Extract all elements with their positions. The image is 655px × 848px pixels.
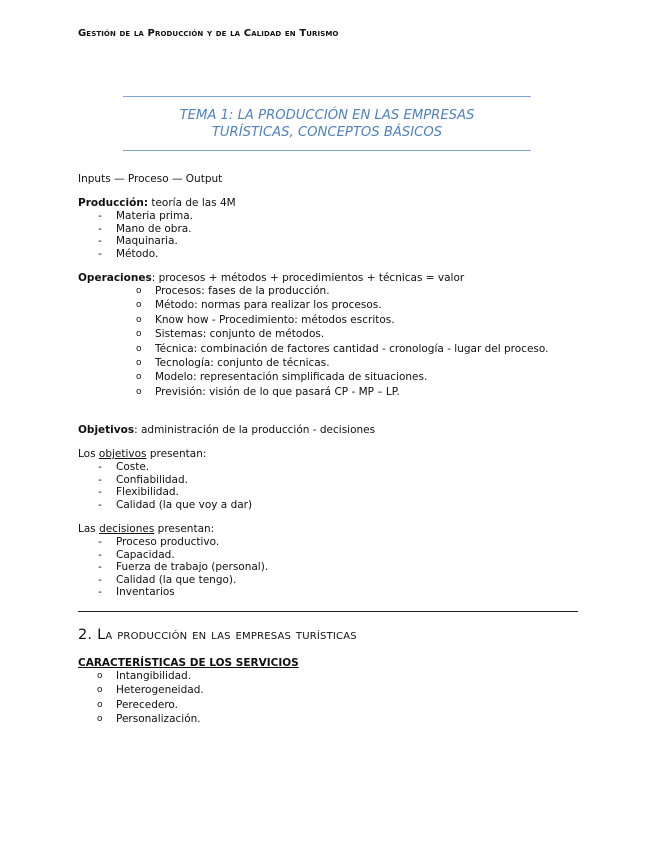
section-divider — [78, 611, 578, 612]
produccion-heading — [78, 197, 236, 210]
list-item: - Maquinaria. — [116, 235, 193, 248]
list-item: - Capacidad. — [116, 549, 268, 562]
page-title — [123, 107, 531, 141]
list-item: - Confiabilidad. — [116, 474, 252, 487]
section-2-number: 2. — [78, 627, 93, 643]
decisiones-list — [116, 536, 268, 599]
operaciones-heading — [78, 272, 464, 285]
list-item: o Procesos: fases de la producción. — [155, 285, 548, 299]
section-2-heading — [78, 627, 357, 643]
list-item: o Intangibilidad. — [116, 670, 204, 684]
list-item: - Inventarios — [116, 586, 268, 599]
flow-line: Inputs — Proceso — Output — [78, 173, 223, 185]
section-2-title: La producción en las empresas turísticas — [97, 627, 357, 643]
list-item: - Flexibilidad. — [116, 486, 252, 499]
list-item: - Materia prima. — [116, 210, 193, 223]
list-item: o Modelo: representación simplificada de situaciones. — [155, 371, 548, 385]
list-item: o Previsión: visión de lo que pasará CP - MP – LP. — [155, 386, 548, 400]
objetivos-text: : administración de la producción - decisiones — [134, 424, 376, 436]
list-item: o Sistemas: conjunto de métodos. — [155, 328, 548, 342]
produccion-label: Producción: — [78, 197, 149, 209]
list-item: o Heterogeneidad. — [116, 684, 204, 698]
title-line-2: TURÍSTICAS, CONCEPTOS BÁSICOS — [211, 125, 443, 140]
list-item: - Método. — [116, 248, 193, 261]
decisiones-presentan — [78, 523, 214, 536]
produccion-list — [116, 210, 193, 260]
title-line-1: TEMA 1: LA PRODUCCIÓN EN LAS EMPRESAS — [179, 108, 475, 123]
objetivos-word: objetivos — [98, 448, 147, 460]
list-item: - Calidad (la que voy a dar) — [116, 499, 252, 512]
title-rule-bottom — [123, 150, 531, 151]
decisiones-word: decisiones — [99, 523, 155, 535]
objetivos-pre: Los — [78, 448, 99, 460]
list-item: o Perecedero. — [116, 699, 204, 713]
list-item: - Fuerza de trabajo (personal). — [116, 561, 268, 574]
servicios-list — [116, 670, 204, 727]
list-item: o Personalización. — [116, 713, 204, 727]
list-item: o Tecnología: conjunto de técnicas. — [155, 357, 548, 371]
list-item: o Método: normas para realizar los procesos. — [155, 299, 548, 313]
objetivos-label: Objetivos — [78, 424, 135, 436]
objetivos-heading — [78, 424, 375, 437]
servicios-subheading: CARACTERÍSTICAS DE LOS SERVICIOS — [78, 657, 299, 669]
operaciones-text: : procesos + métodos + procedimientos + técnicas = valor — [151, 272, 465, 284]
objetivos-post: presentan: — [146, 448, 207, 460]
title-rule-top — [123, 96, 531, 97]
produccion-text: teoría de las 4M — [148, 197, 236, 209]
list-item: o Know how - Procedimiento: métodos escritos. — [155, 314, 548, 328]
list-item: - Coste. — [116, 461, 252, 474]
objetivos-presentan — [78, 448, 206, 461]
operaciones-list — [155, 285, 548, 400]
operaciones-label: Operaciones — [78, 272, 152, 284]
decisiones-post: presentan: — [154, 523, 215, 535]
objetivos-list — [116, 461, 252, 511]
running-header: Gestión de la Producción y de la Calidad en Turismo — [78, 28, 339, 39]
decisiones-pre: Las — [78, 523, 100, 535]
list-item: - Mano de obra. — [116, 223, 193, 236]
list-item: o Técnica: combinación de factores cantidad - cronología - lugar del proceso. — [155, 343, 548, 357]
list-item: - Calidad (la que tengo). — [116, 574, 268, 587]
list-item: - Proceso productivo. — [116, 536, 268, 549]
